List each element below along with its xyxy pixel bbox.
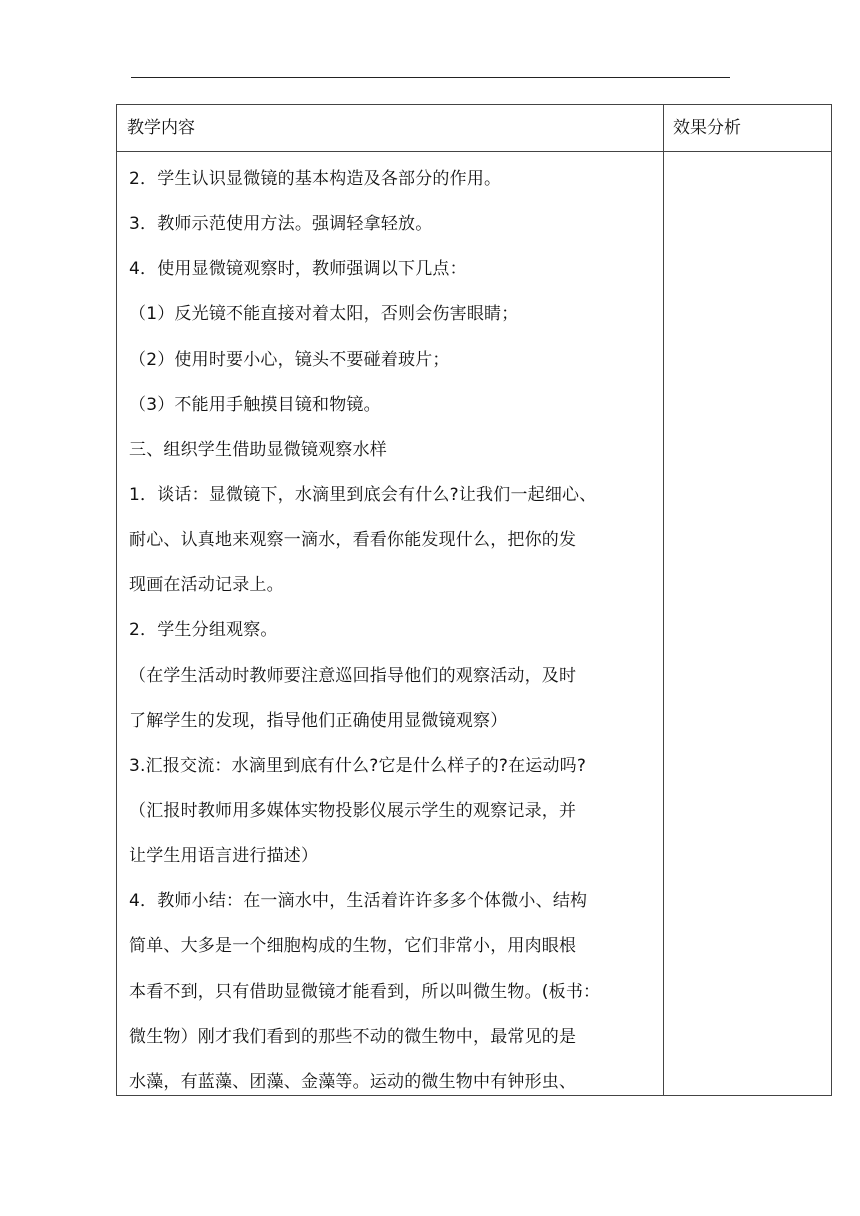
content-line: （汇报时教师用多媒体实物投影仪展示学生的观察记录，并 xyxy=(129,800,577,821)
column-divider xyxy=(663,105,664,1095)
header-teaching-content: 教学内容 xyxy=(127,118,195,138)
content-line: 3.汇报交流：水滴里到底有什么?它是什么样子的?在运动吗? xyxy=(129,755,587,776)
content-line: 现画在活动记录上。 xyxy=(129,575,284,596)
content-line: 1．谈话：显微镜下，水滴里到底会有什么?让我们一起细心、 xyxy=(129,484,597,505)
teaching-content-cell xyxy=(129,157,657,1105)
content-line: 4．使用显微镜观察时，教师强调以下几点： xyxy=(129,259,467,280)
content-line: 了解学生的发现，指导他们正确使用显微镜观察） xyxy=(129,710,508,731)
lesson-plan-table xyxy=(116,104,832,1096)
content-line: 2．学生分组观察。 xyxy=(129,620,278,641)
page-header-rule xyxy=(131,77,730,78)
content-line: 耐心、认真地来观察一滴水，看看你能发现什么，把你的发 xyxy=(129,530,577,551)
content-line: 微生物）刚才我们看到的那些不动的微生物中，最常见的是 xyxy=(129,1026,577,1047)
content-line: 本看不到，只有借助显微镜才能看到，所以叫微生物。(板书： xyxy=(129,981,601,1002)
content-line: （在学生活动时教师要注意巡回指导他们的观察活动，及时 xyxy=(129,665,577,686)
content-line: 水藻，有蓝藻、团藻、金藻等。运动的微生物中有钟形虫、 xyxy=(129,1071,577,1092)
content-line: 4．教师小结：在一滴水中，生活着许许多多个体微小、结构 xyxy=(129,891,588,912)
content-line: 让学生用语言进行描述） xyxy=(129,846,319,867)
content-line: （1）反光镜不能直接对着太阳，否则会伤害眼睛； xyxy=(129,304,519,325)
section-heading: 三、组织学生借助显微镜观察水样 xyxy=(129,439,387,460)
content-line: 2．学生认识显微镜的基本构造及各部分的作用。 xyxy=(129,169,502,189)
table-header-row xyxy=(117,105,831,152)
content-line: （2）使用时要小心，镜头不要碰着玻片； xyxy=(129,349,450,370)
content-line: 3．教师示范使用方法。强调轻拿轻放。 xyxy=(129,214,433,235)
header-effect-analysis: 效果分析 xyxy=(673,118,741,138)
content-line: 简单、大多是一个细胞构成的生物，它们非常小，用肉眼根 xyxy=(129,936,577,957)
content-line: （3）不能用手触摸目镜和物镜。 xyxy=(129,394,381,415)
